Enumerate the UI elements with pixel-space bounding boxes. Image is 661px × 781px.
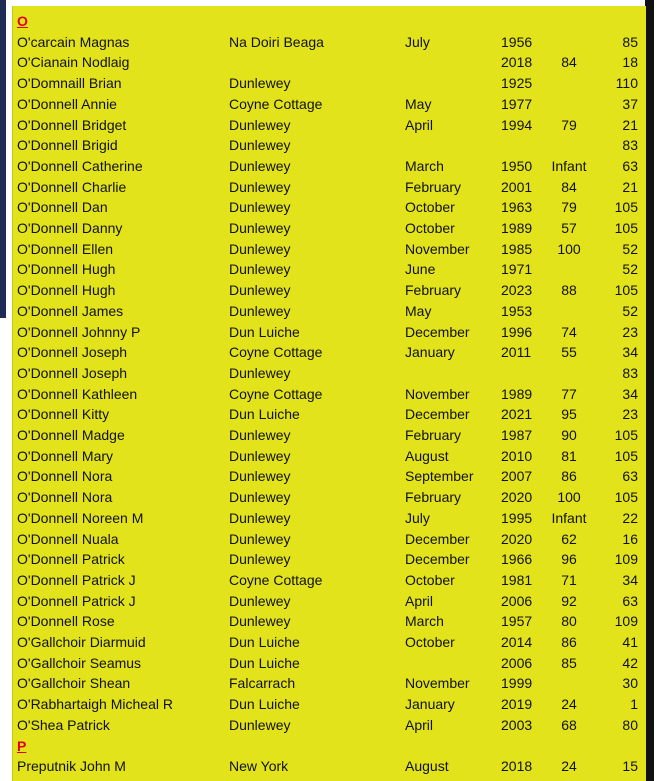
- age-at-death: 24: [561, 758, 577, 775]
- deceased-name: O'carcain Magnas: [17, 33, 130, 50]
- table-row: [13, 424, 646, 445]
- age-at-death: 74: [561, 323, 577, 340]
- age-at-death: 62: [561, 530, 577, 547]
- table-row: [13, 93, 646, 114]
- age-at-death: Infant: [551, 157, 587, 174]
- burial-register-sheet: [12, 6, 646, 781]
- year-of-death: 1989: [501, 385, 533, 402]
- table-row: [13, 652, 646, 673]
- grave-number: 63: [622, 468, 638, 485]
- month-of-death: October: [405, 571, 455, 588]
- month-of-death: September: [405, 468, 474, 485]
- table-row: [13, 300, 646, 321]
- month-of-death: June: [405, 261, 436, 278]
- table-row: [13, 693, 646, 714]
- deceased-name: O'Gallchoir Seamus: [17, 654, 142, 671]
- month-of-death: April: [405, 592, 434, 609]
- townland: New York: [229, 758, 289, 775]
- grave-number: 110: [615, 75, 638, 92]
- townland: Coyne Cottage: [229, 571, 323, 588]
- year-of-death: 1966: [501, 551, 533, 568]
- table-row: [13, 114, 646, 135]
- age-at-death: 81: [561, 447, 577, 464]
- age-at-death: 90: [561, 427, 577, 443]
- year-of-death: 2006: [501, 654, 533, 671]
- age-at-death: Infant: [551, 509, 587, 526]
- month-of-death: July: [405, 33, 430, 50]
- deceased-name: O'Donnell Nora: [17, 468, 113, 485]
- grave-number: 80: [622, 716, 638, 733]
- townland: Dunlewey: [229, 157, 291, 174]
- month-of-death: March: [405, 613, 444, 630]
- deceased-name: O'Donnell Hugh: [17, 282, 116, 299]
- deceased-name: O'Donnell Nuala: [17, 530, 119, 547]
- grave-number: 23: [622, 406, 638, 423]
- townland: Dunlewey: [229, 468, 291, 485]
- table-row: [13, 383, 646, 404]
- year-of-death: 2003: [501, 716, 533, 733]
- table-row: [13, 279, 646, 300]
- grave-number: 52: [622, 302, 638, 319]
- deceased-name: O'Donnell Johnny P: [17, 323, 141, 340]
- table-row: [13, 755, 646, 776]
- month-of-death: August: [405, 758, 449, 775]
- deceased-name: O'Donnell Joseph: [17, 364, 128, 381]
- deceased-name: O'Shea Patrick: [17, 716, 110, 733]
- grave-number: 42: [622, 654, 638, 671]
- grave-number: 105: [614, 427, 638, 443]
- deceased-name: O'Donnell Patrick J: [17, 592, 136, 609]
- year-of-death: 2020: [501, 489, 533, 506]
- townland: Dun Luiche: [229, 634, 300, 650]
- townland: Dunlewey: [229, 116, 291, 133]
- deceased-name: O'Donnell Ellen: [17, 240, 114, 257]
- right-edge-stripe: [645, 0, 654, 781]
- year-of-death: 2001: [501, 178, 533, 195]
- deceased-name: O'Donnell Brigid: [17, 137, 118, 154]
- month-of-death: January: [405, 696, 455, 713]
- year-of-death: 1994: [501, 116, 533, 133]
- deceased-name: O'Donnell Kathleen: [17, 385, 138, 402]
- year-of-death: 1963: [501, 199, 533, 216]
- deceased-name: O'Donnell Hugh: [17, 261, 116, 278]
- townland: Dunlewey: [229, 220, 291, 236]
- table-row: [13, 507, 646, 528]
- month-of-death: November: [405, 240, 470, 257]
- age-at-death: 88: [561, 282, 577, 299]
- table-row: [13, 548, 646, 569]
- deceased-name: O'Donnell Dan: [17, 199, 108, 216]
- grave-number: 21: [622, 178, 638, 195]
- grave-number: 63: [622, 157, 638, 174]
- year-of-death: 1995: [501, 509, 533, 526]
- grave-number: 105: [614, 489, 638, 506]
- grave-number: 83: [622, 364, 638, 381]
- month-of-death: December: [405, 406, 470, 423]
- year-of-death: 2007: [501, 468, 533, 485]
- age-at-death: 77: [561, 385, 577, 402]
- month-of-death: February: [405, 282, 462, 299]
- table-row: [13, 362, 646, 383]
- year-of-death: 1985: [501, 240, 533, 257]
- grave-number: 105: [614, 220, 638, 236]
- grave-number: 52: [622, 240, 638, 257]
- townland: Dunlewey: [229, 592, 291, 609]
- deceased-name: O'Donnell Bridget: [17, 116, 127, 133]
- age-at-death: 92: [561, 592, 577, 609]
- age-at-death: 96: [561, 551, 577, 568]
- grave-number: 105: [614, 447, 638, 464]
- table-row: [13, 714, 646, 735]
- deceased-name: O'Gallchoir Shean: [17, 675, 131, 692]
- grave-number: 21: [622, 116, 638, 133]
- deceased-name: O'Rabhartaigh Micheal R: [17, 696, 173, 713]
- age-at-death: 55: [561, 344, 577, 361]
- townland: Coyne Cottage: [229, 95, 323, 112]
- townland: Coyne Cottage: [229, 385, 323, 402]
- grave-number: 15: [622, 758, 638, 775]
- townland: Dunlewey: [229, 716, 291, 733]
- townland: Dunlewey: [229, 137, 291, 154]
- year-of-death: 1956: [501, 33, 533, 50]
- table-row: [13, 217, 646, 238]
- deceased-name: O'Gallchoir Diarmuid: [17, 634, 146, 650]
- townland: Dunlewey: [229, 613, 291, 630]
- deceased-name: O'Donnell Madge: [17, 427, 125, 443]
- table-row: [13, 31, 646, 52]
- age-at-death: 86: [561, 468, 577, 485]
- townland: Dunlewey: [229, 178, 291, 195]
- grave-number: 34: [622, 344, 638, 361]
- table-row: [13, 258, 646, 279]
- age-at-death: 24: [561, 696, 577, 713]
- table-row: [13, 486, 646, 507]
- grave-number: 63: [622, 592, 638, 609]
- table-row: [13, 672, 646, 693]
- townland: Dun Luiche: [229, 654, 300, 671]
- year-of-death: 2010: [501, 447, 533, 464]
- grave-number: 23: [622, 323, 638, 340]
- grave-number: 16: [622, 530, 638, 547]
- deceased-name: O'Donnell Patrick J: [17, 571, 136, 588]
- deceased-name: O'Donnell Catherine: [17, 157, 143, 174]
- age-at-death: 95: [561, 406, 577, 423]
- year-of-death: 1987: [501, 427, 533, 443]
- year-of-death: 1925: [501, 75, 533, 92]
- townland: Dunlewey: [229, 551, 291, 568]
- grave-number: 109: [614, 613, 638, 630]
- table-row: [13, 403, 646, 424]
- year-of-death: 1999: [501, 675, 533, 692]
- townland: Dunlewey: [229, 530, 291, 547]
- year-of-death: 1989: [501, 220, 533, 236]
- deceased-name: O'Donnell Joseph: [17, 344, 128, 361]
- deceased-name: O'Donnell Danny: [17, 220, 123, 236]
- deceased-name: O'Donnell James: [17, 302, 124, 319]
- grave-number: 85: [622, 33, 638, 50]
- year-of-death: 1971: [501, 261, 533, 278]
- month-of-death: December: [405, 530, 470, 547]
- townland: Dunlewey: [229, 75, 291, 92]
- age-at-death: 79: [561, 116, 577, 133]
- townland: Dun Luiche: [229, 323, 300, 340]
- townland: Dunlewey: [229, 240, 291, 257]
- age-at-death: 85: [561, 654, 577, 671]
- deceased-name: O'Donnell Mary: [17, 447, 114, 464]
- month-of-death: November: [405, 385, 470, 402]
- month-of-death: August: [405, 447, 449, 464]
- grave-number: 1: [630, 696, 638, 713]
- grave-number: 105: [614, 199, 638, 216]
- year-of-death: 2018: [501, 54, 533, 71]
- deceased-name: O'Domnaill Brian: [17, 75, 122, 92]
- deceased-name: O'Donnell Nora: [17, 489, 113, 506]
- year-of-death: 1953: [501, 302, 533, 319]
- year-of-death: 2021: [501, 406, 533, 423]
- townland: Coyne Cottage: [229, 344, 323, 361]
- table-row: [13, 341, 646, 362]
- age-at-death: 68: [561, 716, 577, 733]
- townland: Dunlewey: [229, 427, 291, 443]
- age-at-death: 80: [561, 613, 577, 630]
- townland: Falcarrach: [229, 675, 296, 692]
- deceased-name: O'Donnell Charlie: [17, 178, 127, 195]
- townland: Na Doiri Beaga: [229, 33, 324, 50]
- grave-number: 22: [622, 509, 638, 526]
- month-of-death: January: [405, 344, 455, 361]
- month-of-death: July: [405, 509, 430, 526]
- grave-number: 105: [614, 282, 638, 299]
- townland: Dunlewey: [229, 199, 291, 216]
- townland: Dunlewey: [229, 364, 291, 381]
- table-row: [13, 528, 646, 549]
- age-at-death: 100: [557, 240, 581, 257]
- age-at-death: 84: [561, 54, 577, 71]
- year-of-death: 2023: [501, 282, 533, 299]
- age-at-death: 100: [557, 489, 581, 506]
- year-of-death: 1950: [501, 157, 533, 174]
- month-of-death: December: [405, 323, 470, 340]
- deceased-name: O'Cianain Nodlaig: [17, 54, 130, 71]
- age-at-death: 86: [561, 634, 577, 650]
- deceased-name: O'Donnell Noreen M: [17, 509, 144, 526]
- townland: Dun Luiche: [229, 406, 300, 423]
- age-at-death: 71: [561, 571, 577, 588]
- deceased-name: O'Donnell Patrick: [17, 551, 125, 568]
- month-of-death: May: [405, 302, 432, 319]
- month-of-death: November: [405, 675, 470, 692]
- age-at-death: 79: [561, 199, 577, 216]
- grave-number: 109: [614, 551, 638, 568]
- grave-number: 37: [622, 95, 638, 112]
- deceased-name: Preputnik John M: [17, 758, 126, 775]
- year-of-death: 2011: [501, 344, 532, 361]
- month-of-death: February: [405, 489, 462, 506]
- table-row: [13, 569, 646, 590]
- grave-number: 30: [622, 675, 638, 692]
- section-letter-p: P: [17, 737, 27, 754]
- table-row: [13, 465, 646, 486]
- deceased-name: O'Donnell Kitty: [17, 406, 110, 423]
- month-of-death: December: [405, 551, 470, 568]
- year-of-death: 2020: [501, 530, 533, 547]
- section-letter-o: O: [17, 13, 28, 29]
- table-row: [13, 445, 646, 466]
- table-row: [13, 196, 646, 217]
- year-of-death: 1957: [501, 613, 533, 630]
- table-row: [13, 610, 646, 631]
- year-of-death: 2006: [501, 592, 533, 609]
- month-of-death: October: [405, 199, 455, 216]
- year-of-death: 1996: [501, 323, 533, 340]
- month-of-death: October: [405, 220, 455, 236]
- table-row: [13, 590, 646, 611]
- table-row: [13, 631, 646, 652]
- townland: Dunlewey: [229, 302, 291, 319]
- year-of-death: 2014: [501, 634, 533, 650]
- townland: Dunlewey: [229, 447, 291, 464]
- month-of-death: May: [405, 95, 432, 112]
- month-of-death: February: [405, 427, 462, 443]
- table-row: [13, 238, 646, 259]
- month-of-death: April: [405, 116, 434, 133]
- table-row: [13, 176, 646, 197]
- townland: Dunlewey: [229, 489, 291, 506]
- grave-number: 34: [622, 385, 638, 402]
- townland: Dunlewey: [229, 282, 291, 299]
- table-row: [13, 134, 646, 155]
- grave-number: 83: [622, 137, 638, 154]
- grave-number: 52: [622, 261, 638, 278]
- year-of-death: 1977: [501, 95, 533, 112]
- left-edge-stripe: [0, 0, 6, 318]
- table-row: [13, 72, 646, 93]
- year-of-death: 1981: [501, 571, 533, 588]
- deceased-name: O'Donnell Rose: [17, 613, 115, 630]
- grave-number: 18: [622, 54, 638, 71]
- month-of-death: March: [405, 157, 444, 174]
- townland: Dunlewey: [229, 261, 291, 278]
- table-row: [13, 321, 646, 342]
- grave-number: 41: [622, 634, 638, 650]
- grave-number: 34: [622, 571, 638, 588]
- deceased-name: O'Donnell Annie: [17, 95, 117, 112]
- townland: Dunlewey: [229, 509, 291, 526]
- month-of-death: April: [405, 716, 434, 733]
- month-of-death: October: [405, 634, 455, 650]
- year-of-death: 2019: [501, 696, 533, 713]
- table-row: [13, 155, 646, 176]
- table-row: [13, 51, 646, 72]
- year-of-death: 2018: [501, 758, 533, 775]
- age-at-death: 84: [561, 178, 577, 195]
- townland: Dun Luiche: [229, 696, 300, 713]
- month-of-death: February: [405, 178, 462, 195]
- age-at-death: 57: [561, 220, 577, 236]
